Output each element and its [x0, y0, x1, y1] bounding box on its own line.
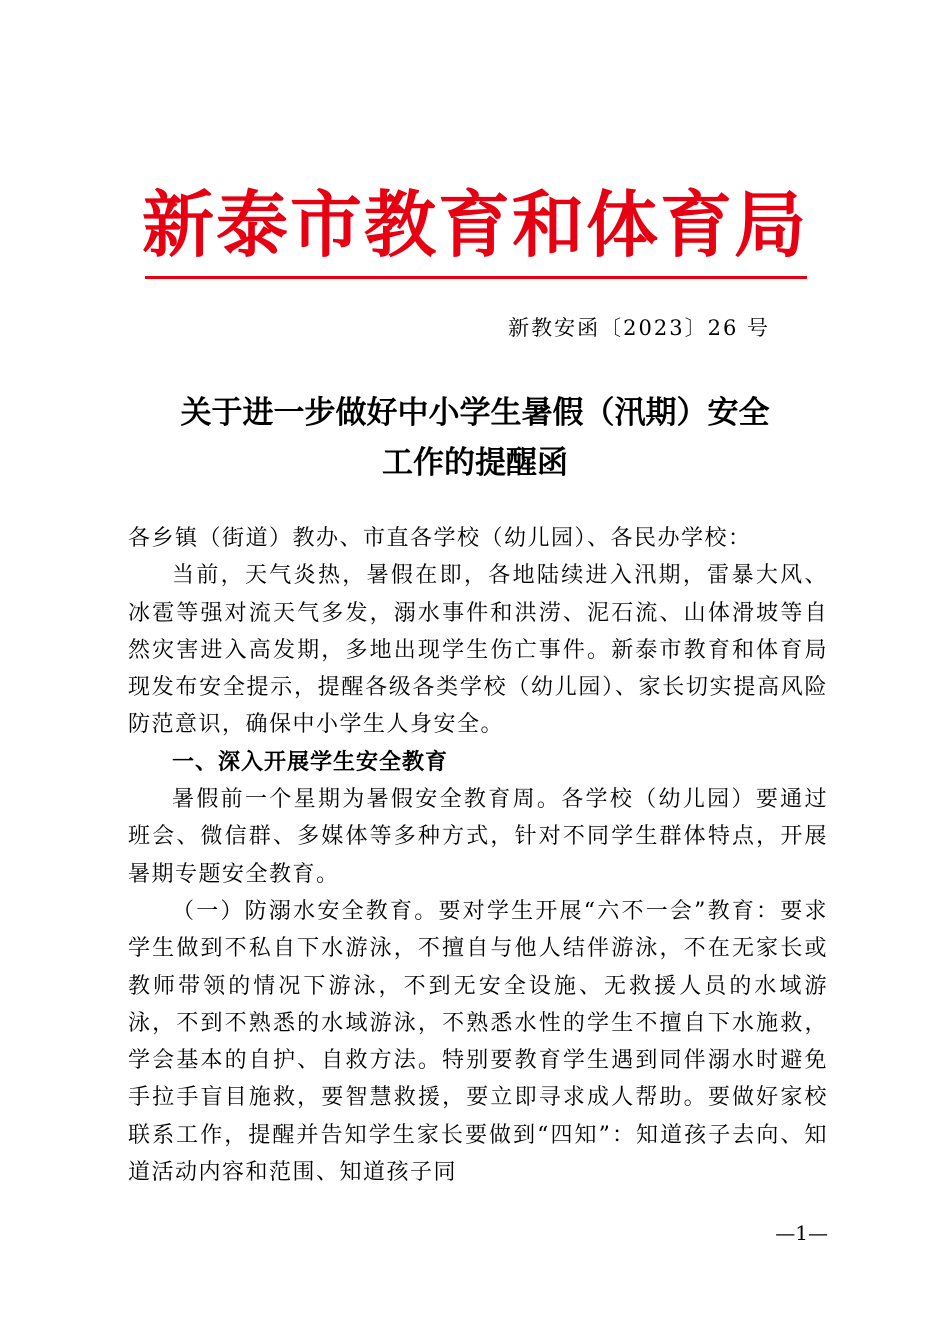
title-line-1: 关于进一步做好中小学生暑假（汛期）安全	[180, 395, 770, 431]
title-line-2: 工作的提醒函	[382, 445, 568, 481]
salutation: 各乡镇（街道）教办、市直各学校（幼儿园）、各民办学校：	[128, 526, 752, 551]
section-heading: 一、深入开展学生安全教育	[172, 749, 449, 775]
document-number: 新教安函〔2023〕26 号	[508, 316, 770, 340]
subsection-paragraph: （一）防溺水安全教育。要对学生开展“六不一会”教育：要求学生做到不私自下水游泳，不擅自与他人结伴游泳，不在无家长或教师带领的情况下游泳，不到无安全设施、无救援人员的水域游泳，不到不熟悉的水域游泳，不熟悉水性的学生不擅自下水施救，学会基本的自护、自救方法。特别要教育学生遇到同伴溺水时避免手拉手盲目施救，要智慧救援，要立即寻求成人帮助。要做好家校联系工作，提醒并告知学生家长要做到“四知”：知道孩子去向、知道活动内容和范围、知道孩子同	[128, 898, 828, 1186]
red-divider-line	[145, 276, 807, 279]
section-paragraph: 暑假前一个星期为暑假安全教育周。各学校（幼儿园）要通过班会、微信群、多媒体等多种方式，针对不同学生群体特点，开展暑期专题安全教育。	[128, 787, 828, 887]
document-title	[100, 388, 850, 488]
page-number: —1—	[775, 1221, 828, 1245]
issuer-masthead: 新泰市教育和体育局	[141, 183, 808, 267]
document-body	[128, 520, 828, 1191]
intro-paragraph: 当前，天气炎热，暑假在即，各地陆续进入汛期，雷暴大风、冰雹等强对流天气多发，溺水事件和洪涝、泥石流、山体滑坡等自然灾害进入高发期，多地出现学生伤亡事件。新泰市教育和体育局现发布安全提示，提醒各级各类学校（幼儿园）、家长切实提高风险防范意识，确保中小学生人身安全。	[128, 563, 828, 738]
